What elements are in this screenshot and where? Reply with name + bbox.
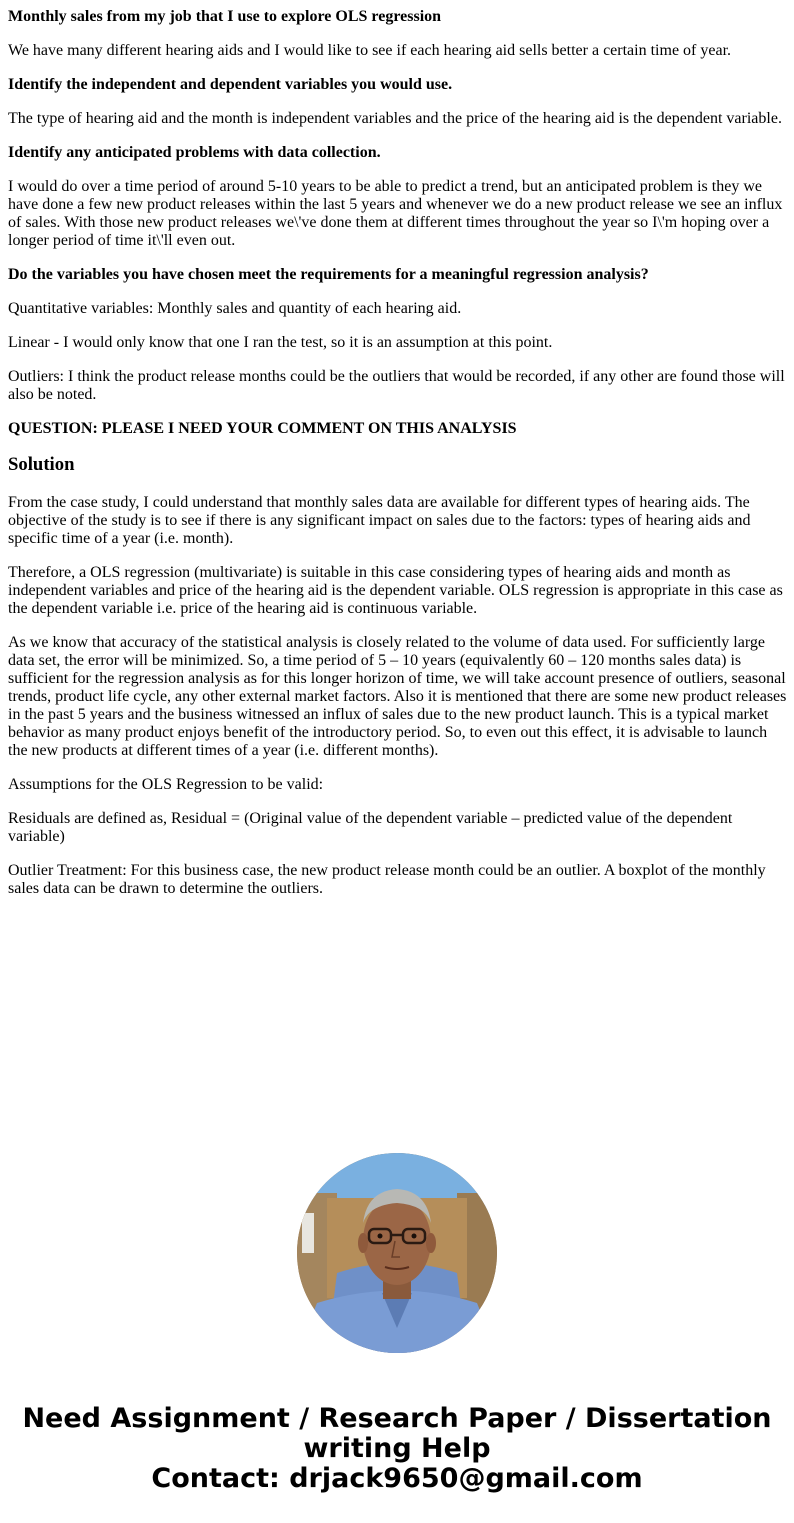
banner-line-2: writing Help [303, 1433, 491, 1464]
help-contact-banner [0, 1404, 794, 1494]
document-body [8, 8, 788, 914]
answer-2: I would do over a time period of around 5-10 years to be able to predict a trend, but an anticipated problem is they we have done a few new product releases within the last 5 years and whenever we do a new product release we see an influx of sales. With those new product releases we\'ve done them at different times throughout the year so I\'m hoping over a longer period of time it\'ll even out. [8, 178, 783, 249]
banner-line-1: Need Assignment / Research Paper / Dissertation [22, 1403, 772, 1434]
solution-paragraph-3: As we know that accuracy of the statistical analysis is closely related to the volume of data used. For sufficiently large data set, the error will be minimized. So, a time period of 5 – 10 years (equivalently 60 – 120 months sales data) is sufficient for the regression analysis as for this longer horizon of time, we will take account presence of outliers, seasonal trends, product life cycle, any other external market factors. Also it is mentioned that there are some new product releases in the past 5 years and the business witnessed an influx of sales due to the new product launch. This is a typical market behavior as many product enjoys benefit of the introductory period. So, to even out this effect, it is advisable to launch the new products at different times of a year (i.e. different months). [8, 634, 787, 759]
solution-heading: Solution [8, 454, 75, 475]
question-1: Identify the independent and dependent variables you would use. [8, 76, 453, 93]
banner-contact-line: Contact: drjack9650@gmail.com [151, 1463, 643, 1494]
answer-3-quantitative: Quantitative variables: Monthly sales and quantity of each hearing aid. [8, 300, 462, 317]
comment-request: QUESTION: PLEASE I NEED YOUR COMMENT ON THIS ANALYSIS [8, 420, 517, 437]
solution-paragraph-5: Residuals are defined as, Residual = (Original value of the dependent variable – predicted value of the dependent variable) [8, 810, 733, 845]
solution-paragraph-1: From the case study, I could understand that monthly sales data are available for different types of hearing aids. The objective of the study is to see if there is any significant impact on sales due to the factors: types of hearing aids and specific time of a year (i.e. month). [8, 494, 751, 547]
answer-3-linear: Linear - I would only know that one I ran the test, so it is an assumption at this point. [8, 334, 553, 351]
author-photo [297, 1153, 497, 1353]
question-intro: We have many different hearing aids and I would like to see if each hearing aid sells better a certain time of year. [8, 42, 732, 59]
solution-paragraph-2: Therefore, a OLS regression (multivariate) is suitable in this case considering types of hearing aids and month as independent variables and price of the hearing aid is the dependent variable. OLS regression is appropriate in this case as the dependent variable i.e. price of the hearing aid is continuous variable. [8, 564, 783, 617]
question-title: Monthly sales from my job that I use to explore OLS regression [8, 8, 442, 25]
author-avatar [297, 1153, 497, 1353]
answer-1: The type of hearing aid and the month is independent variables and the price of the hearing aid is the dependent variable. [8, 110, 782, 127]
solution-paragraph-6: Outlier Treatment: For this business case, the new product release month could be an outlier. A boxplot of the monthly sales data can be drawn to determine the outliers. [8, 862, 766, 897]
question-3: Do the variables you have chosen meet the requirements for a meaningful regression analysis? [8, 266, 649, 283]
solution-paragraph-4: Assumptions for the OLS Regression to be valid: [8, 776, 324, 793]
answer-3-outliers: Outliers: I think the product release months could be the outliers that would be recorded, if any other are found those will also be noted. [8, 368, 785, 403]
question-2: Identify any anticipated problems with data collection. [8, 144, 381, 161]
